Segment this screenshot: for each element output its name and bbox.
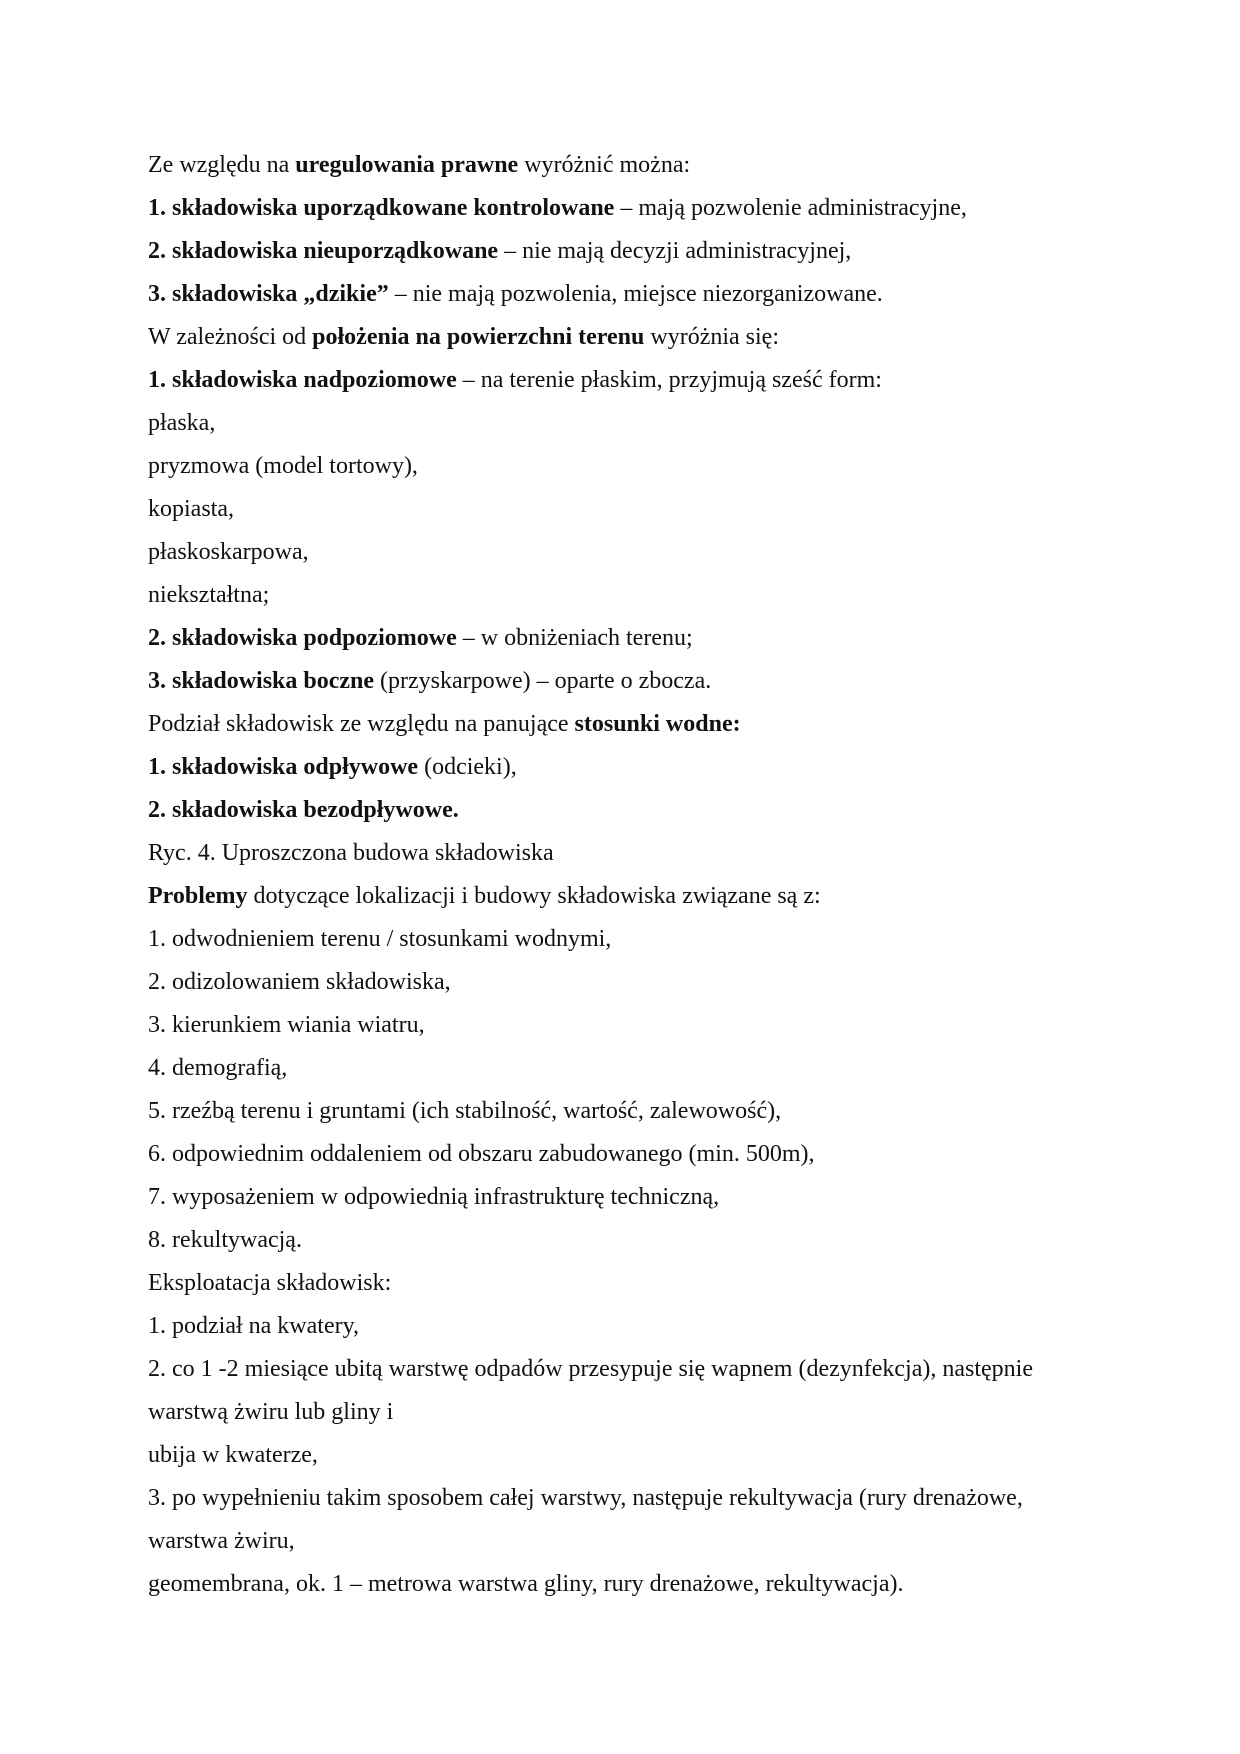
text-line: niekształtna; bbox=[148, 582, 270, 608]
text-line: 3. składowiska „dzikie” – nie mają pozwolenia, miejsce niezorganizowane. bbox=[148, 281, 883, 307]
document-body bbox=[148, 144, 1108, 1606]
text-line: 2. co 1 -2 miesiące ubitą warstwę odpadów przesypuje się wapnem (dezynfekcja), następnie bbox=[148, 1356, 1033, 1382]
text-line: 1. podział na kwatery, bbox=[148, 1313, 360, 1339]
text-line: płaskoskarpowa, bbox=[148, 539, 309, 565]
text-line: Podział składowisk ze względu na panujące stosunki wodne: bbox=[148, 711, 741, 737]
text-line: pryzmowa (model tortowy), bbox=[148, 453, 418, 479]
text-line: 2. składowiska bezodpływowe. bbox=[148, 797, 459, 823]
text-line: 1. składowiska uporządkowane kontrolowane – mają pozwolenie administracyjne, bbox=[148, 195, 967, 221]
text-line: Ze względu na uregulowania prawne wyróżnić można: bbox=[148, 152, 691, 178]
text-line: warstwa żwiru, bbox=[148, 1528, 295, 1554]
text-line: 2. składowiska nieuporządkowane – nie mają decyzji administracyjnej, bbox=[148, 238, 852, 264]
text-line: geomembrana, ok. 1 – metrowa warstwa gliny, rury drenażowe, rekultywacja). bbox=[148, 1571, 904, 1597]
text-line: 5. rzeźbą terenu i gruntami (ich stabilność, wartość, zalewowość), bbox=[148, 1098, 782, 1124]
figure-caption: Ryc. 4. Uproszczona budowa składowiska bbox=[148, 840, 554, 866]
text-line: 6. odpowiednim oddaleniem od obszaru zabudowanego (min. 500m), bbox=[148, 1141, 815, 1167]
text-line: 1. odwodnieniem terenu / stosunkami wodnymi, bbox=[148, 926, 612, 952]
text-line: 3. kierunkiem wiania wiatru, bbox=[148, 1012, 425, 1038]
text-line: 8. rekultywacją. bbox=[148, 1227, 302, 1253]
text-line: 1. składowiska odpływowe (odcieki), bbox=[148, 754, 517, 780]
text-line: 4. demografią, bbox=[148, 1055, 288, 1081]
text-line: 3. składowiska boczne (przyskarpowe) – oparte o zbocza. bbox=[148, 668, 712, 694]
text-line: 3. po wypełnieniu takim sposobem całej warstwy, następuje rekultywacja (rury drenażowe, bbox=[148, 1485, 1023, 1511]
text-line: W zależności od położenia na powierzchni terenu wyróżnia się: bbox=[148, 324, 779, 350]
text-line: płaska, bbox=[148, 410, 216, 436]
text-line: 2. składowiska podpoziomowe – w obniżeniach terenu; bbox=[148, 625, 693, 651]
text-line: Eksploatacja składowisk: bbox=[148, 1270, 392, 1296]
text-line: 1. składowiska nadpoziomowe – na terenie płaskim, przyjmują sześć form: bbox=[148, 367, 882, 393]
text-line: Problemy dotyczące lokalizacji i budowy składowiska związane są z: bbox=[148, 883, 821, 909]
text-line: warstwą żwiru lub gliny i bbox=[148, 1399, 394, 1425]
text-line: ubija w kwaterze, bbox=[148, 1442, 318, 1468]
text-line: 7. wyposażeniem w odpowiednią infrastrukturę techniczną, bbox=[148, 1184, 720, 1210]
text-line: kopiasta, bbox=[148, 496, 234, 522]
text-line: 2. odizolowaniem składowiska, bbox=[148, 969, 451, 995]
